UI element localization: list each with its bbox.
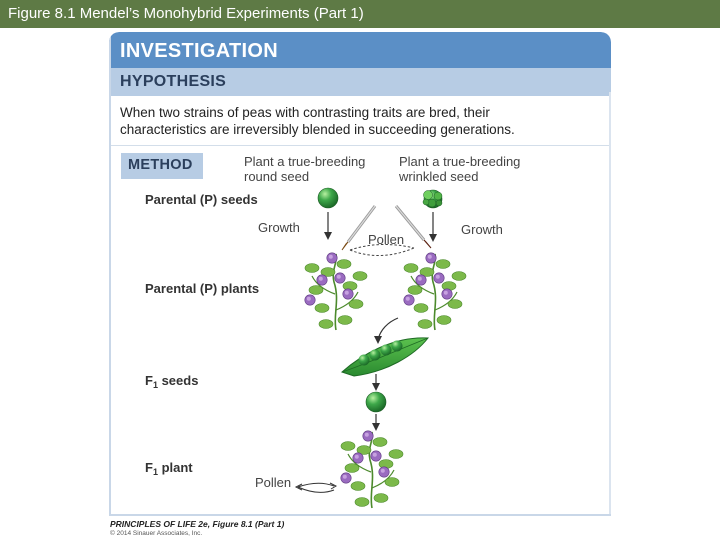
- pollen-bottom-arrows: [296, 483, 336, 492]
- f1-seed: [366, 392, 386, 412]
- growth-right-arrow: [429, 212, 437, 242]
- investigation-title: INVESTIGATION: [120, 40, 278, 62]
- parental-plants-label: Parental (P) plants: [145, 281, 260, 296]
- pod-pea-3: [381, 345, 392, 356]
- growth-left-label: Growth: [258, 220, 300, 235]
- pod-to-seed-arrow: [372, 374, 380, 391]
- f1-plant-prefix: F: [145, 460, 153, 475]
- hypothesis-line-1: When two strains of peas with contrasting traits are bred, their: [120, 105, 490, 120]
- hypothesis-line-2: characteristics are irreversibly blended in succeeding generations.: [120, 122, 515, 137]
- round-seed: [318, 188, 338, 208]
- growth-left-arrow: [324, 212, 332, 240]
- f1-seeds-subscript: 1: [152, 380, 158, 390]
- left-plant-label-line-2: round seed: [244, 169, 310, 184]
- figure-credit: PRINCIPLES OF LIFE 2e, Figure 8.1 (Part 1): [110, 519, 285, 529]
- pollen-top-label: Pollen: [368, 232, 405, 247]
- seed-to-plant-arrow: [372, 414, 380, 431]
- pod-pea-4: [392, 341, 403, 352]
- pod-pea-2: [370, 350, 381, 361]
- f1-plant: [341, 431, 403, 508]
- brush-left: [342, 206, 375, 250]
- f1-plant-suffix: plant: [157, 460, 193, 475]
- cross-arrow: [374, 318, 398, 344]
- parental-plant-right: [404, 253, 466, 330]
- pollen-top-arrows: [350, 244, 414, 255]
- left-plant-label-line-1: Plant a true-breeding: [244, 154, 366, 169]
- right-plant-label-line-1: Plant a true-breeding: [399, 154, 521, 169]
- growth-right-label: Growth: [461, 222, 503, 237]
- parental-seeds-label: Parental (P) seeds: [145, 192, 258, 207]
- pod-pea-1: [359, 355, 370, 366]
- method-title: METHOD: [128, 157, 193, 173]
- brush-right: [396, 206, 431, 248]
- right-plant-label-line-2: wrinkled seed: [399, 169, 479, 184]
- f1-plant-subscript: 1: [152, 467, 158, 477]
- pollen-bottom-label: Pollen: [255, 475, 292, 490]
- f1-seeds-prefix: F: [145, 373, 153, 388]
- parental-plant-left: [305, 253, 367, 330]
- f1-seeds-suffix: seeds: [157, 373, 199, 388]
- hypothesis-title: HYPOTHESIS: [120, 73, 227, 90]
- copyright: © 2014 Sinauer Associates, Inc.: [110, 530, 203, 537]
- pea-pod: [342, 338, 428, 376]
- wrinkled-seed: [423, 190, 442, 208]
- figure-title: Figure 8.1 Mendel’s Monohybrid Experiments (Part 1): [8, 5, 364, 22]
